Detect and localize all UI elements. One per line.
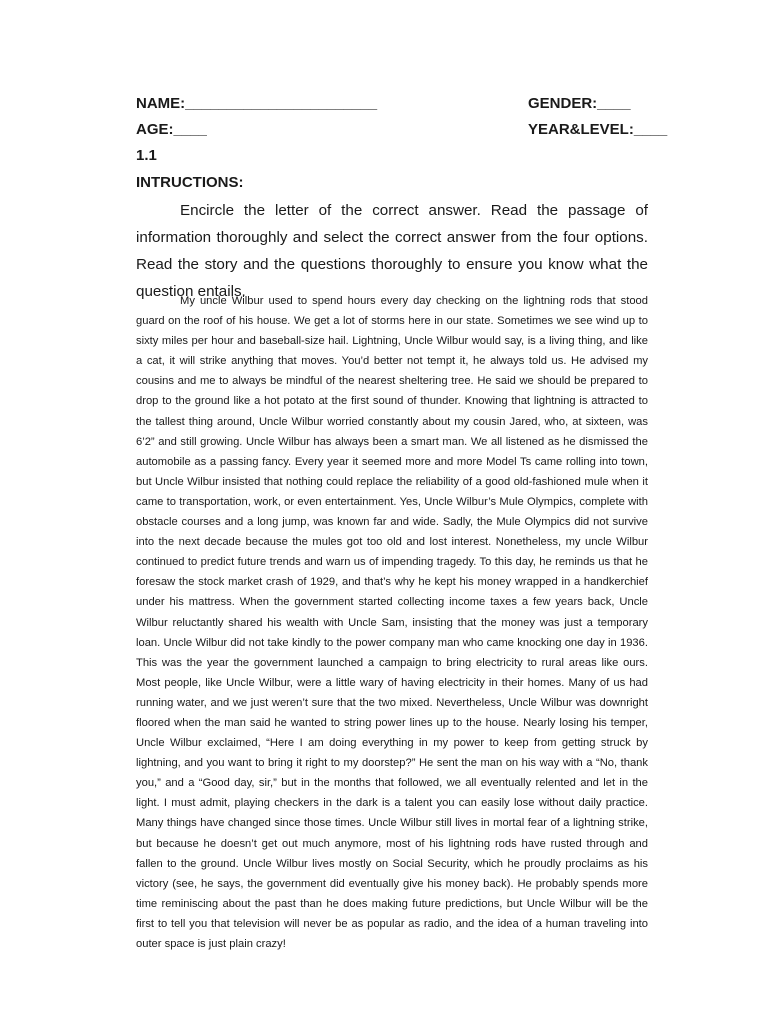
year-level-field-label: YEAR&LEVEL:____	[528, 121, 668, 138]
story-paragraph: My uncle Wilbur used to spend hours every day checking on the lightning rods that stood guard on the roof of his house. We get a lot of storms here in our state. Sometimes we see wind up to sixty miles per hour and baseball-size hail. Lightning, Uncle Wilbur would say, is a living thing, and like a cat, it will strike anything that moves. You’d better not tempt it, he always told us. He advised my cousins and me to always be mindful of the nearest sheltering tree. He said we should be prepared to drop to the ground like a hot potato at the first sound of thunder. Knowing that lightning is attracted to the tallest thing around, Uncle Wilbur worried constantly about my cousin Jared, who, at sixteen, was 6’2” and still growing. Uncle Wilbur has always been a smart man. We all listened as he dismissed the automobile as a passing fancy. Every year it seemed more and more Model Ts came rolling into town, but Uncle Wilbur insisted that nothing could replace the reliability of a good old-fashioned mule when it came to transportation, work, or even entertainment. Yes, Uncle Wilbur’s Mule Olympics, complete with obstacle courses and a long jump, was known far and wide. Sadly, the Mule Olympics did not survive into the next decade because the mules got too old and lost interest. Nonetheless, my uncle Wilbur continued to predict future trends and warn us of impending tragedy. To this day, he reminds us that he foresaw the stock market crash of 1929, and that’s why he kept his money wrapped in a handkerchief under his mattress. When the government started collecting income taxes a few years back, Uncle Wilbur reluctantly shared his wealth with Uncle Sam, insisting that the money was just a temporary loan. Uncle Wilbur did not take kindly to the power company man who came knocking one day in 1936. This was the year the government launched a campaign to bring electricity to rural areas like ours. Most people, like Uncle Wilbur, were a little wary of having electricity in their homes. Many of us had running water, and we just weren’t sure that the two mixed. Nevertheless, Uncle Wilbur was downright floored when the man said he wanted to string power lines up to the house. Nearly losing his temper, Uncle Wilbur exclaimed, “Here I am doing everything in my power to keep from getting struck by lightning, and you want to bring it right to my doorstep?” He sent the man on his way with a “No, thank you,” and a “Good day, sir,” but in the months that followed, we all eventually relented and let in the light. I must admit, playing checkers in the dark is a talent you can easily lose without daily practice. Many things have changed since those times. Uncle Wilbur still lives in mortal fear of a lightning strike, but because he doesn’t get out much anymore, most of his lightning rods have rusted through and fallen to the ground. Uncle Wilbur lives mostly on Social Security, which he proudly proclaims as his victory (see, he says, the government did eventually give his money back). He probably spends more time reminiscing about the past than he does making future predictions, but Uncle Wilbur will be the first to tell you that television will never be as popular as radio, and the idea of a human traveling into outer space is just plain crazy!	[136, 295, 648, 950]
header-row-2	[136, 121, 676, 139]
name-field-label: NAME:_______________________	[136, 95, 378, 112]
gender-field-label: GENDER:____	[528, 95, 631, 112]
header-row-1	[136, 95, 676, 113]
instructions-paragraph: Encircle the letter of the correct answer. Read the passage of information thoroughly and select the correct answer from the four options. Read the story and the questions thoroughly to ensure you know what the question entails.	[136, 202, 648, 300]
section-number: 1.1	[136, 147, 157, 164]
instructions-heading: INTRUCTIONS:	[136, 174, 244, 191]
age-field-label: AGE:____	[136, 121, 207, 138]
